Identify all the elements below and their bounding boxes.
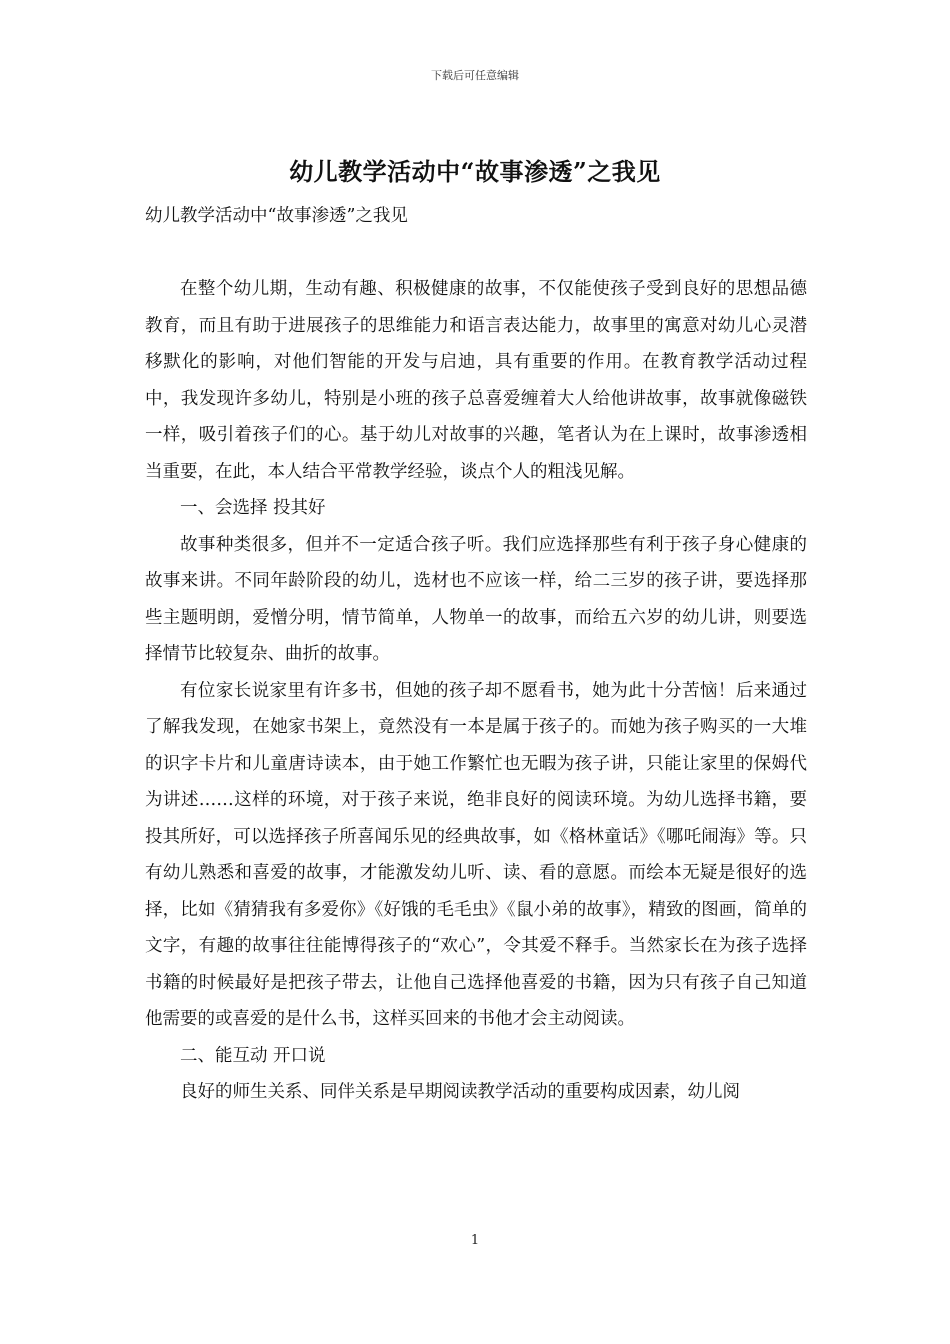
document-subtitle: 幼儿教学活动中“故事渗透”之我见 xyxy=(145,206,408,226)
document-body xyxy=(145,198,807,1111)
section-heading-1: 一、会选择 投其好 xyxy=(180,498,326,518)
page-header: 下载后可任意编辑 xyxy=(431,69,519,82)
paragraph-intro: 在整个幼儿期，生动有趣、积极健康的故事，不仅能使孩子受到良好的思想品德教育，而且有助于进展孩子的思维能力和语言表达能力，故事里的寓意对幼儿心灵潜移默化的影响，对他们智能的开发与启迪，具有重要的作用。在教育教学活动过程中，我发现许多幼儿，特别是小班的孩子总喜爱缠着大人给他讲故事，故事就像磁铁一样，吸引着孩子们的心。基于幼儿对故事的兴趣，笔者认为在上课时，故事渗透相当重要，在此，本人结合平常教学经验，谈点个人的粗浅见解。 xyxy=(145,279,807,482)
paragraph: 故事种类很多，但并不一定适合孩子听。我们应选择那些有利于孩子身心健康的故事来讲。不同年龄阶段的幼儿，选材也不应该一样，给二三岁的孩子讲，要选择那些主题明朗，爱憎分明，情节简单，人物单一的故事，而给五六岁的幼儿讲，则要选择情节比较复杂、曲折的故事。 xyxy=(145,534,807,664)
page-number: 1 xyxy=(470,1233,480,1248)
paragraph-continued: 良好的师生关系、同伴关系是早期阅读教学活动的重要构成因素，幼儿阅 xyxy=(180,1082,740,1102)
section-heading-2: 二、能互动 开口说 xyxy=(180,1045,326,1066)
document-title: 幼儿教学活动中“故事渗透”之我见 xyxy=(289,157,661,186)
paragraph: 有位家长说家里有许多书，但她的孩子却不愿看书，她为此十分苦恼！后来通过了解我发现，在她家书架上，竟然没有一本是属于孩子的。而她为孩子购买的一大堆的识字卡片和儿童唐诗读本，由于她工作繁忙也无暇为孩子讲，只能让家里的保姆代为讲述……这样的环境，对于孩子来说，绝非良好的阅读环境。为幼儿选择书籍，要投其所好，可以选择孩子所喜闻乐见的经典故事，如《格林童话》《哪吒闹海》等。只有幼儿熟悉和喜爱的故事，才能激发幼儿听、读、看的意愿。而绘本无疑是很好的选择，比如《猜猜我有多爱你》《好饿的毛毛虫》《鼠小弟的故事》，精致的图画，简单的文字，有趣的故事往往能博得孩子的“欢心”，令其爱不释手。当然家长在为孩子选择书籍的时候最好是把孩子带去，让他自己选择他喜爱的书籍，因为只有孩子自己知道他需要的或喜爱的是什么书，这样买回来的书他才会主动阅读。 xyxy=(145,680,807,1029)
blank-line xyxy=(145,235,807,272)
